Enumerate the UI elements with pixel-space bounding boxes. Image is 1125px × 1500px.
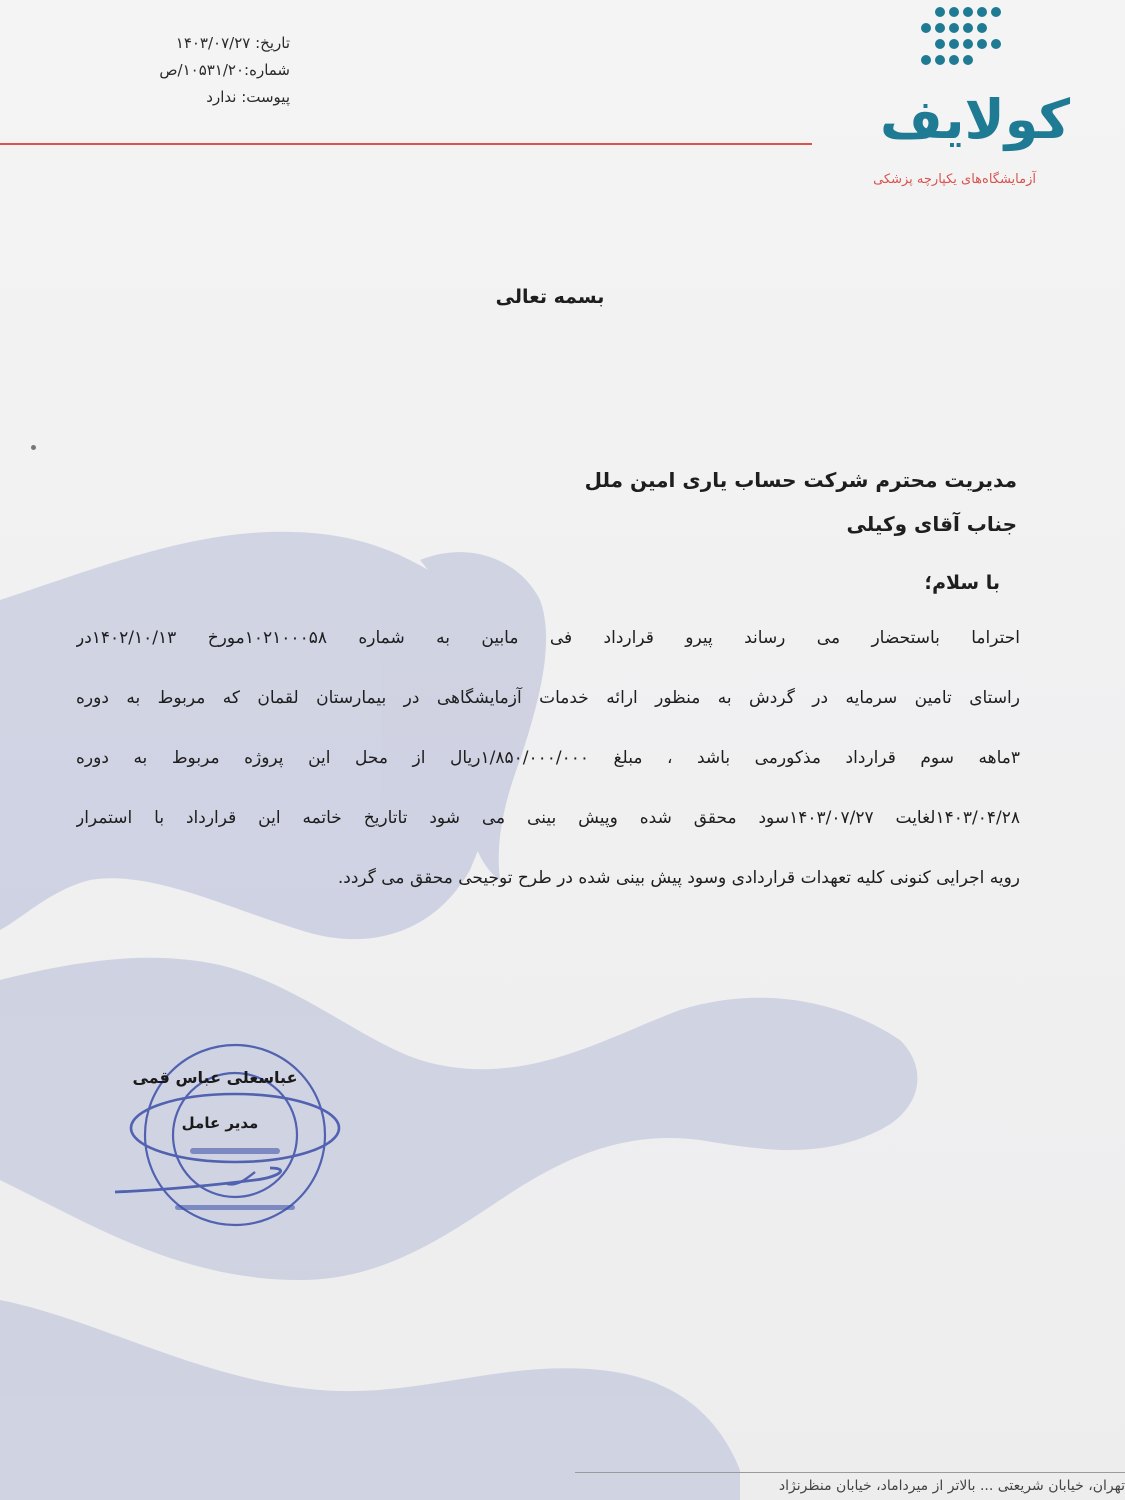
letter-date: تاریخ: ۱۴۰۳/۰۷/۲۷ [175, 34, 290, 52]
greeting: با سلام؛ [924, 572, 1000, 594]
margin-dot [31, 445, 36, 450]
signatory-title: مدیر عامل [181, 1114, 259, 1132]
footer-address: تهران، خیابان شریعتی ... بالاتر از میرداماد، خیابان منظرنژاد [778, 1478, 1125, 1494]
letter-body [76, 608, 1020, 908]
recipient-person: جناب آقای وکیلی [846, 512, 1017, 536]
logo-wordmark: کولایف [879, 88, 1070, 151]
company-logo [842, 0, 1102, 200]
body-line: راستای تامین سرمایه در گردش به منظور ارائه خدمات آزمایشگاهی در بیمارستان لقمان که مربوط به دوره [76, 688, 1020, 708]
signature-block [105, 1040, 365, 1240]
invocation-heading: بسمه تعالی [495, 286, 605, 308]
recipient-block [317, 458, 1017, 546]
footer-divider [575, 1472, 1125, 1473]
body-line: احتراما باستحضار می رساند پیرو قرارداد فی مابین به شماره ۱۰۲۱۰۰۰۵۸مورخ ۱۴۰۲/۱۰/۱۳در [76, 628, 1020, 648]
letter-meta [100, 30, 290, 111]
logo-dots-icon [842, 0, 1102, 90]
logo-tagline: آزمایشگاه‌های یکپارچه پزشکی [873, 172, 1036, 187]
header-divider [0, 143, 812, 145]
letter-attachment: پیوست: ندارد [206, 88, 290, 106]
body-line: ۱۴۰۳/۰۴/۲۸لغایت ۱۴۰۳/۰۷/۲۷سود محقق شده وپیش بینی می شود تاتاریخ خاتمه این قرارداد با استمرار [76, 808, 1020, 828]
signatory-name: عباسعلی عباس قمی [132, 1068, 298, 1087]
body-line: رویه اجرایی کنونی کلیه تعهدات قراردادی وسود پیش بینی شده در طرح توجیحی محقق می گردد. [337, 868, 1020, 888]
recipient-company: مدیریت محترم شرکت حساب یاری امین ملل [584, 468, 1017, 492]
letter-number: شماره:۱۰۵۳۱/۲۰/ص [159, 61, 290, 79]
body-line: ۳ماهه سوم قرارداد مذکورمی باشد ، مبلغ ۱/۸۵۰/۰۰۰/۰۰۰ریال از محل این پروژه مربوط به دوره [76, 748, 1020, 768]
